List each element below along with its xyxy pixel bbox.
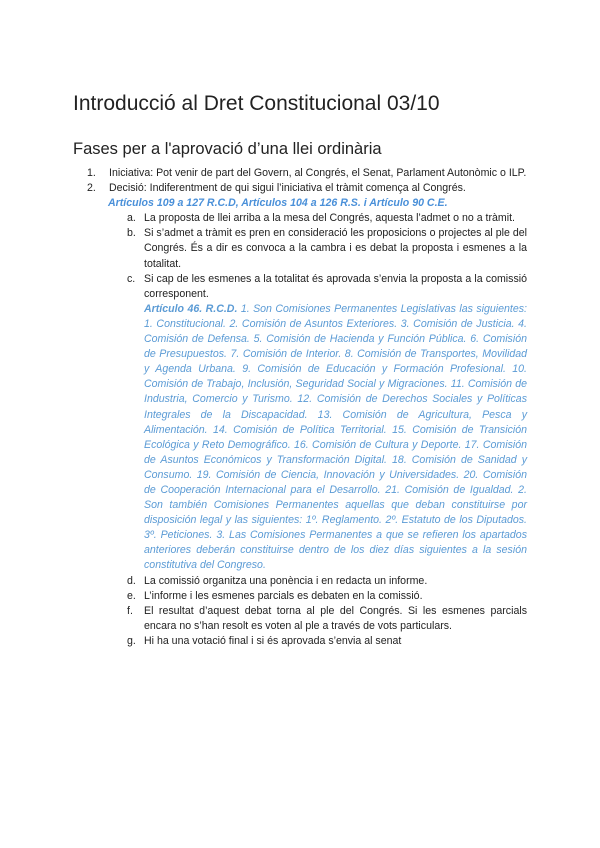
item-letter: f. [127,604,133,617]
article-quote [144,302,527,574]
item-text: L’informe i les esmenes parcials es debaten en la comissió. [144,589,423,602]
item-letter: c. [127,272,136,285]
item-number: 1. [87,167,96,179]
list-item [87,166,527,181]
article-text: 1. Son Comisiones Permanentes Legislativas las siguientes: 1. Constitucional. 2. Comisión de Asuntos Exteriores. 3. Comisión de Justicia. 4. Comisión de Defensa. 5. Comisión de Hacienda y Función Pública. 6. Comisión de Presupuestos. 7. Comisión de Interior. 8. Comisión de Transportes, Movilidad y Agenda Urbana. 9. Comisión de Educación y Formación Profesional. 10. Comisión de Trabajo, Inclusión, Seguridad Social y Migraciones. 11. Comisión de Industria, Comercio y Turismo. 12. Comisión de Derechos Sociales y Políticas Integrales de la Discapacidad. 13. Comisión de Agricultura, Pesca y Alimentación. 14. Comisión de Política Territorial. 15. Comisión de Transición Ecológica y Reto Demográfico. 16. Comisión de Cultura y Deporte. 17. Comisión de Asuntos Económicos y Transformación Digital. 18. Comisión de Sanidad y Consumo. 19. Comisión de Ciencia, Innovación y Universidades. 20. Comisión de Cooperación Internacional para el Desarrollo. 21. Comisión de Igualdad. 2. Son también Comisiones Permanentes aquellas que deban constituirse por disposición legal y las siguientes: 1º. Reglamento. 2º. Estatuto de los Diputados. 3º. Peticiones. 3. Las Comisiones Permanentes a que se refieren los apartados anteriores deberán constituirse dentro de los diez días siguientes a la sesión constitutiva del Congreso. [144,302,528,572]
legal-reference: Artículos 109 a 127 R.C.D, Artículos 104 a 126 R.S. i Artículo 90 C.E. [108,197,448,210]
item-text: Decisió: Indiferentment de qui sigui l’iniciativa el tràmit comença al Congrés. [109,182,466,195]
list-item [87,181,527,196]
item-text: Iniciativa: Pot venir de part del Govern, al Congrés, el Senat, Parlament Autonòmic o ILP. [109,167,527,179]
list-item [127,589,527,604]
list-item [127,272,528,574]
item-letter: e. [127,589,136,602]
item-text: La comissió organitza una ponència i en redacta un informe. [144,574,428,587]
list-item [127,226,527,271]
item-letter: a. [127,212,136,225]
item-text: Si s’admet a tràmit es pren en consideració les proposicions o projectes al ple del Congrés. És a dir es convoca a la cambra i es debat la proposta i esmenes a la totalitat. [144,227,527,270]
list-item [127,604,527,634]
item-letter: b. [127,227,136,240]
item-text: Si cap de les esmenes a la totalitat és aprovada s’envia la proposta a la comissió corresponent. [144,272,527,300]
item-letter: d. [127,574,136,587]
item-text: Hi ha una votació final i si és aprovada s’envia al senat [144,634,402,647]
page-title: Introducció al Dret Constitucional 03/10 [73,92,440,115]
list-item [127,211,527,226]
article-title: Artículo 46. R.C.D. [144,302,238,315]
document-body [73,166,527,649]
phases-list [73,166,527,196]
list-item [127,574,527,589]
item-text: La proposta de llei arriba a la mesa del Congrés, aquesta l’admet o no a tràmit. [144,212,515,225]
section-heading: Fases per a l'aprovació d’una llei ordinària [73,140,382,158]
item-text: El resultat d’aquest debat torna al ple del Congrés. Si les esmenes parcials encara no s’han resolt es voten al ple a través de vots particulars. [144,604,527,632]
item-letter: g. [127,634,136,647]
subphases-list [73,211,527,649]
item-number: 2. [87,182,96,195]
list-item [127,634,527,649]
